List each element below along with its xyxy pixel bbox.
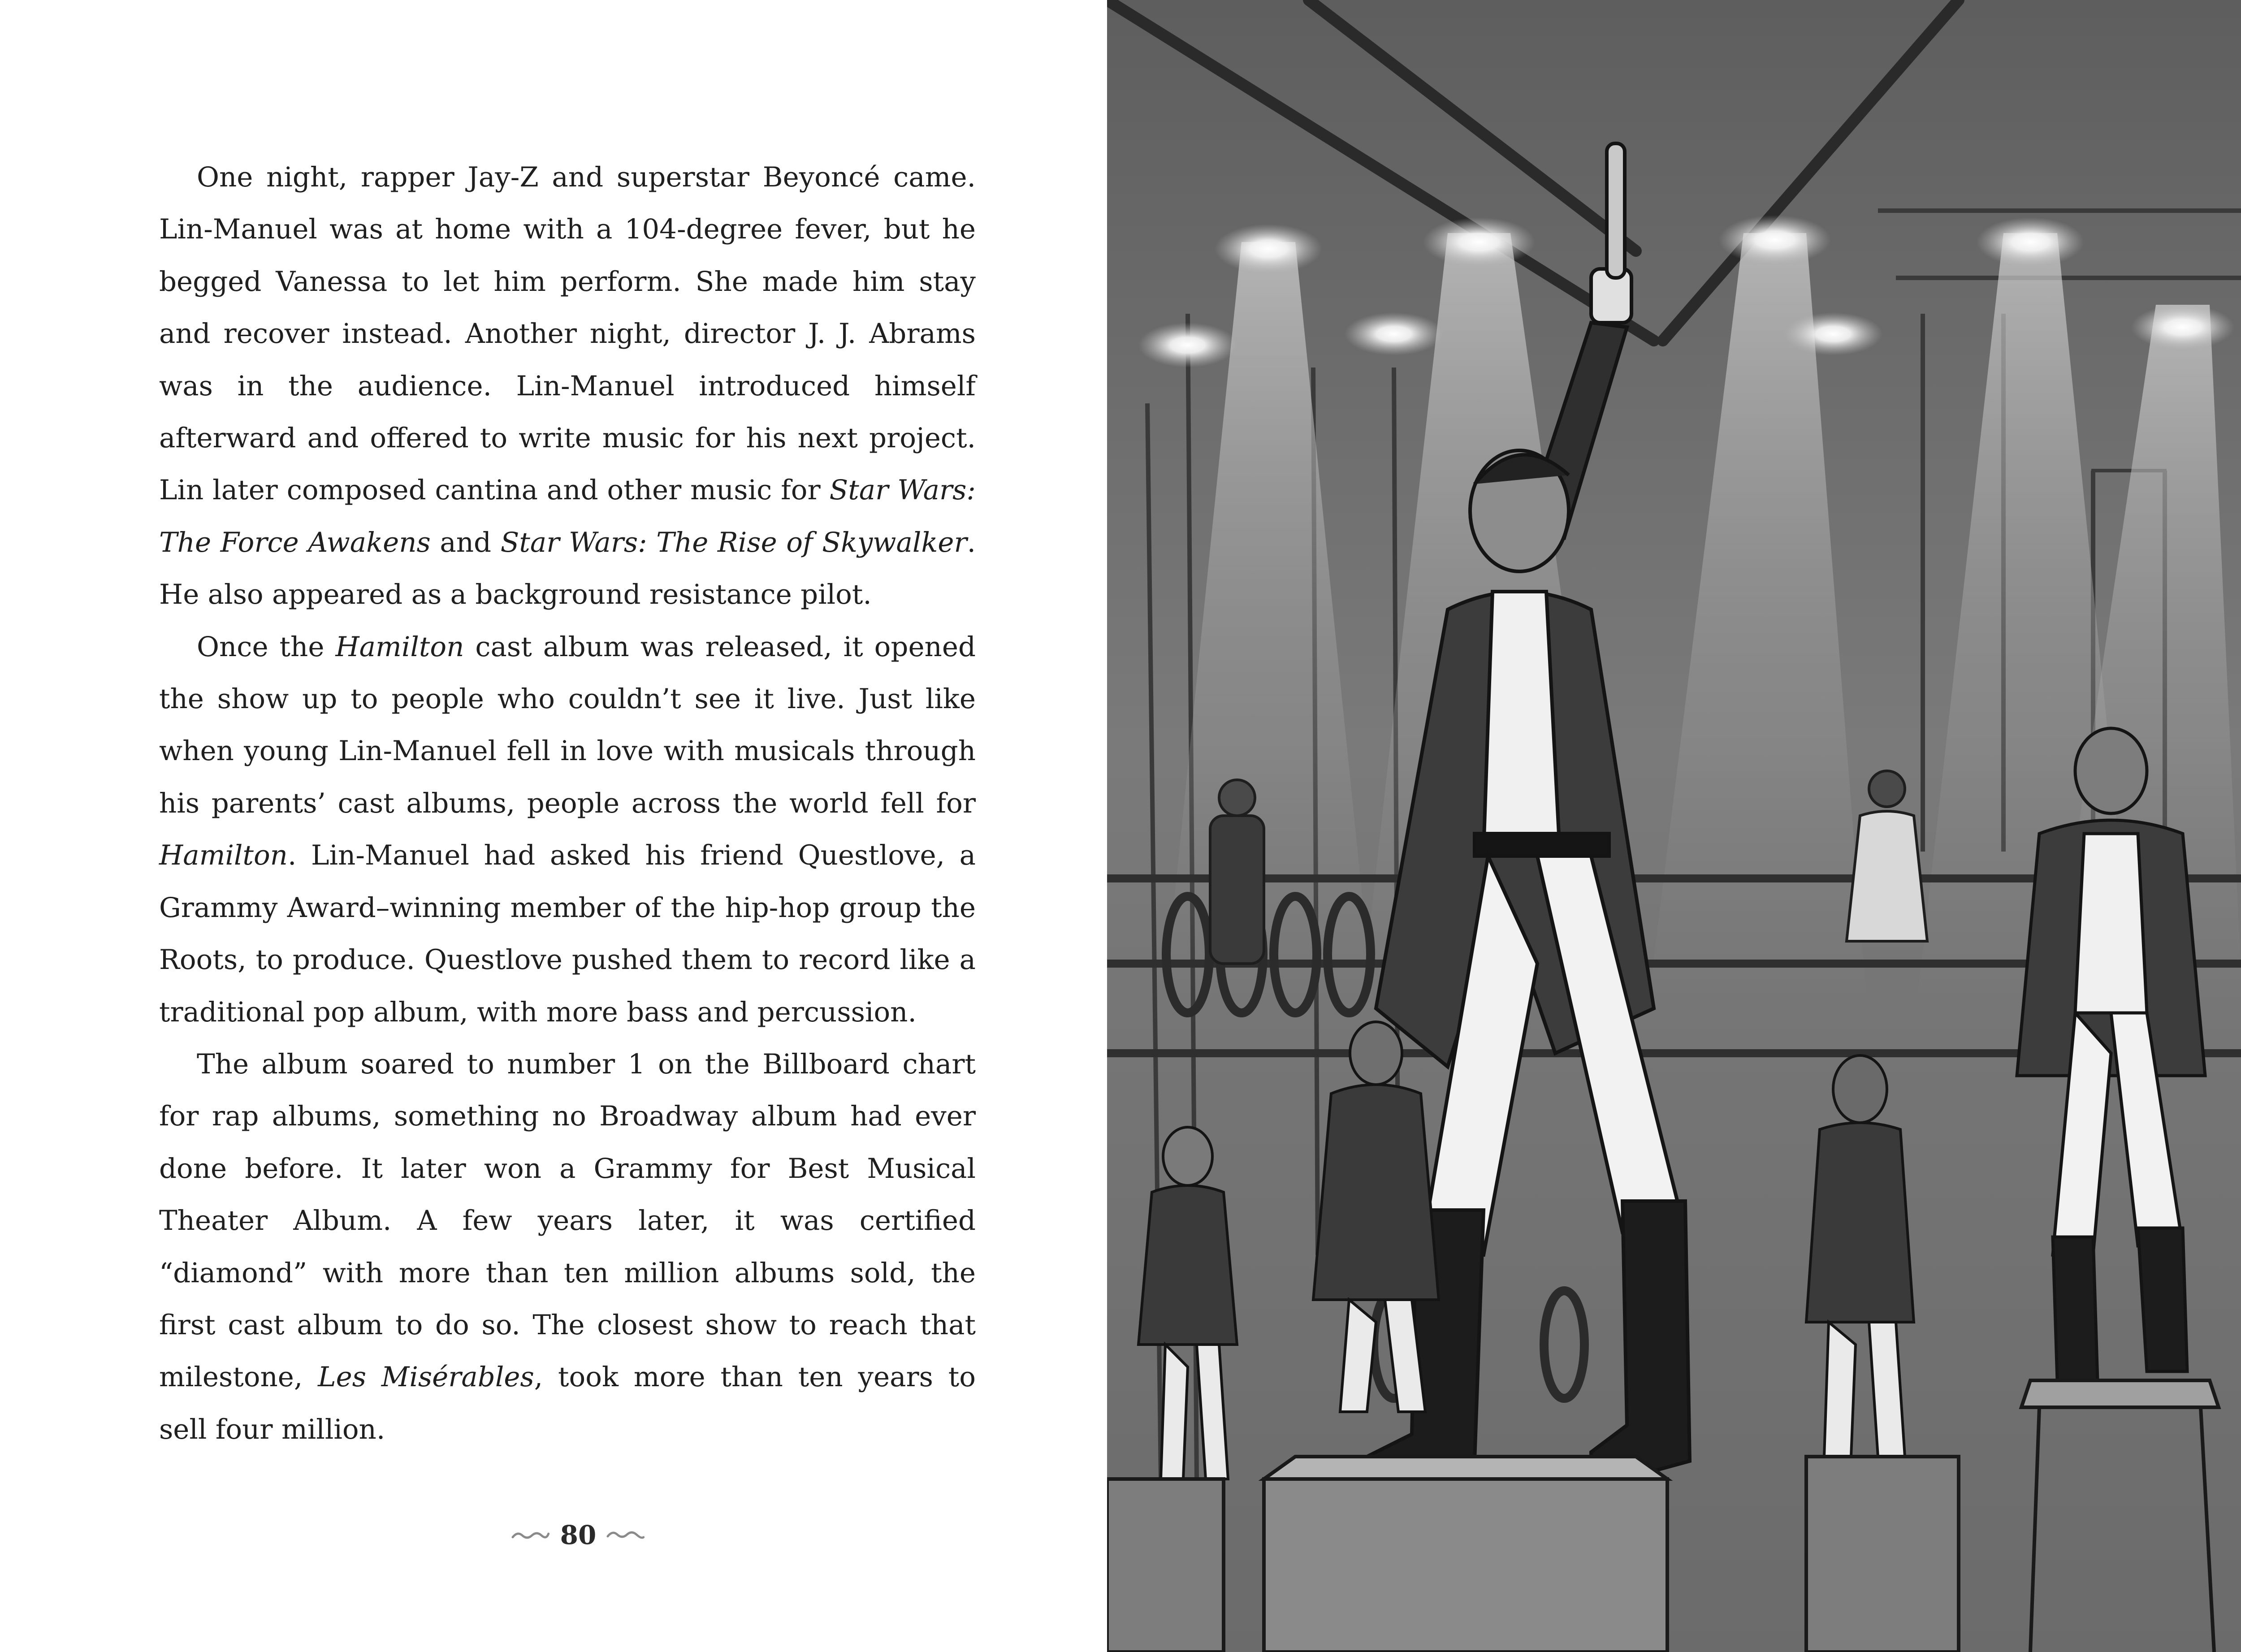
text-run: One night, rapper Jay-Z and superstar Beyoncé came. Lin-Manuel was at home with a 104-degree fever, but he begged Vanessa to let him perform. She made him stay and recover instead. Another night, director J. J. Abrams was in the audience. Lin-Manuel introduced himself afterward and offered to write music for his next project. Lin later composed cantina and other music for	[159, 161, 976, 506]
body-text	[159, 151, 976, 1456]
italic-title-run: Star Wars: The Force Awakens	[159, 474, 976, 558]
paragraph	[159, 1038, 976, 1456]
text-run: Once the	[197, 631, 336, 663]
stage-illustration	[1107, 0, 2241, 1652]
paragraph	[159, 621, 976, 1038]
italic-title-run: Hamilton	[335, 631, 464, 663]
page-folio	[511, 1517, 645, 1553]
paragraph	[159, 151, 976, 621]
text-run: . Lin-Manuel had asked his friend Questlove, a Grammy Award–winning member of the hip-hop group the Roots, to produce. Questlove pushed them to record like a traditional pop album, with more bass and percussion.	[159, 839, 976, 1028]
text-run: and	[430, 526, 501, 558]
right-tilde-ornament-icon	[606, 1528, 645, 1542]
text-run: , took more than ten years to sell four million.	[159, 1361, 976, 1445]
italic-title-run: Les Misérables	[318, 1361, 534, 1393]
left-page	[0, 0, 1107, 1652]
italic-title-run: Hamilton	[159, 839, 288, 872]
left-tilde-ornament-icon	[511, 1528, 550, 1542]
text-run: cast album was released, it opened the show up to people who couldn’t see it live. Just like when young Lin-Manuel fell in love with musicals through his parents’ cast albums, people across the world fell for	[159, 631, 976, 819]
italic-title-run: Star Wars: The Rise of Skywalker	[500, 526, 967, 558]
text-run: . He also appeared as a background resistance pilot.	[159, 526, 976, 611]
page-number: 80	[560, 1520, 597, 1550]
text-run: The album soared to number 1 on the Billboard chart for rap albums, something no Broadway album had ever done before. It later won a Grammy for Best Musical Theater Album. A few years later, it was certified “diamond” with more than ten million albums sold, the first cast album to do so. The closest show to reach that milestone,	[159, 1048, 976, 1393]
